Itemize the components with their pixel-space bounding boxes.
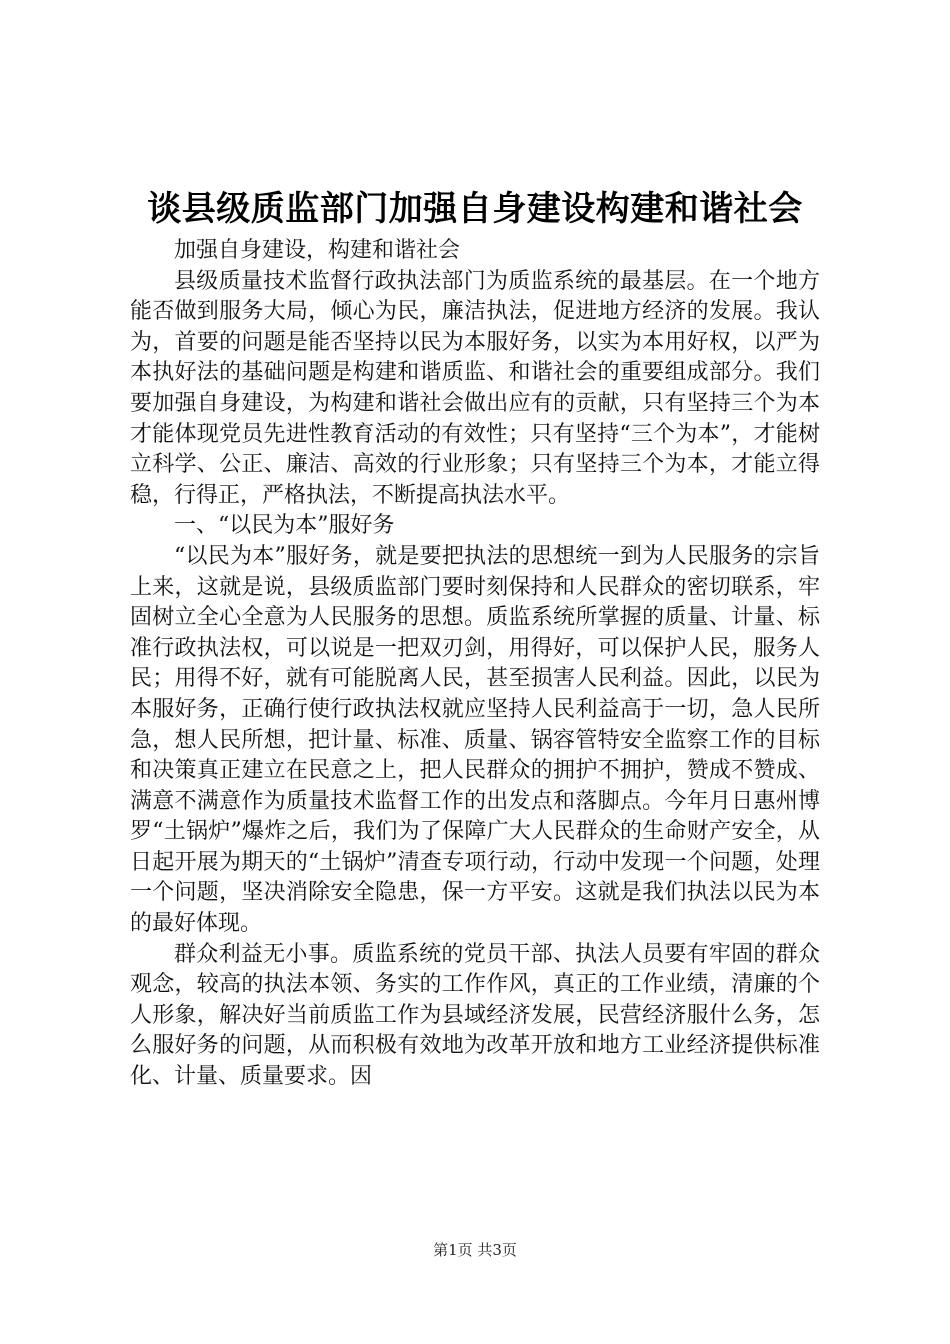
paragraph: “以民为本”服好务，就是要把执法的思想统一到为人民服务的宗旨上来，这就是说，县级质监部门要时刻保持和人民群众的密切联系，牢固树立全心全意为人民服务的思想。质监系统所掌握的质量、计量、标准行政执法权，可以说是一把双刃剑，用得好，可以保护人民，服务人民；用得不好，就有可能脱离人民，甚至损害人民利益。因此，以民为本服好务，正确行使行政执法权就应坚持人民利益高于一切，急人民所急，想人民所想，把计量、标准、质量、锅容管特安全监察工作的目标和决策真正建立在民意之上，把人民群众的拥护不拥护，赞成不赞成、满意不满意作为质量技术监督工作的出发点和落脚点。今年月日惠州博罗“土锅炉”爆炸之后，我们为了保障广大人民群众的生命财产安全，从日起开展为期天的“土锅炉”清查专项行动，行动中发现一个问题，处理一个问题，坚决消除安全隐患，保一方平安。这就是我们执法以民为本的最好体现。: [130, 543, 820, 937]
paragraph: 群众利益无小事。质监系统的党员干部、执法人员要有牢固的群众观念，较高的执法本领、务实的工作作风，真正的工作业绩，清廉的个人形象，解决好当前质监工作为县域经济发展，民营经济服什么务，怎么服好务的问题，从而积极有效地为改革开放和地方工业经济提供标准化、计量、质量要求。因: [130, 941, 820, 1090]
page-number-footer: 第1页 共3页: [433, 1241, 517, 1259]
document-title: 谈县级质监部门加强自身建设构建和谐社会: [147, 189, 803, 229]
section-heading: 一、“以民为本”服好务: [174, 513, 395, 539]
paragraph: 县级质量技术监督行政执法部门为质监系统的最基层。在一个地方能否做到服务大局，倾心为民，廉洁执法，促进地方经济的发展。我认为，首要的问题是能否坚持以民为本服好务，以实为本用好权，以严为本执好法的基础问题是构建和谐质监、和谐社会的重要组成部分。我们要加强自身建设，为构建和谐社会做出应有的贡献，只有坚持三个为本才能体现党员先进性教育活动的有效性；只有坚持“三个为本”，才能树立科学、公正、廉洁、高效的行业形象；只有坚持三个为本，才能立得稳，行得正，严格执法，不断提高执法水平。: [130, 268, 820, 508]
paragraph-subtitle: 加强自身建设，构建和谐社会: [174, 238, 461, 263]
document-body: [130, 236, 820, 1093]
